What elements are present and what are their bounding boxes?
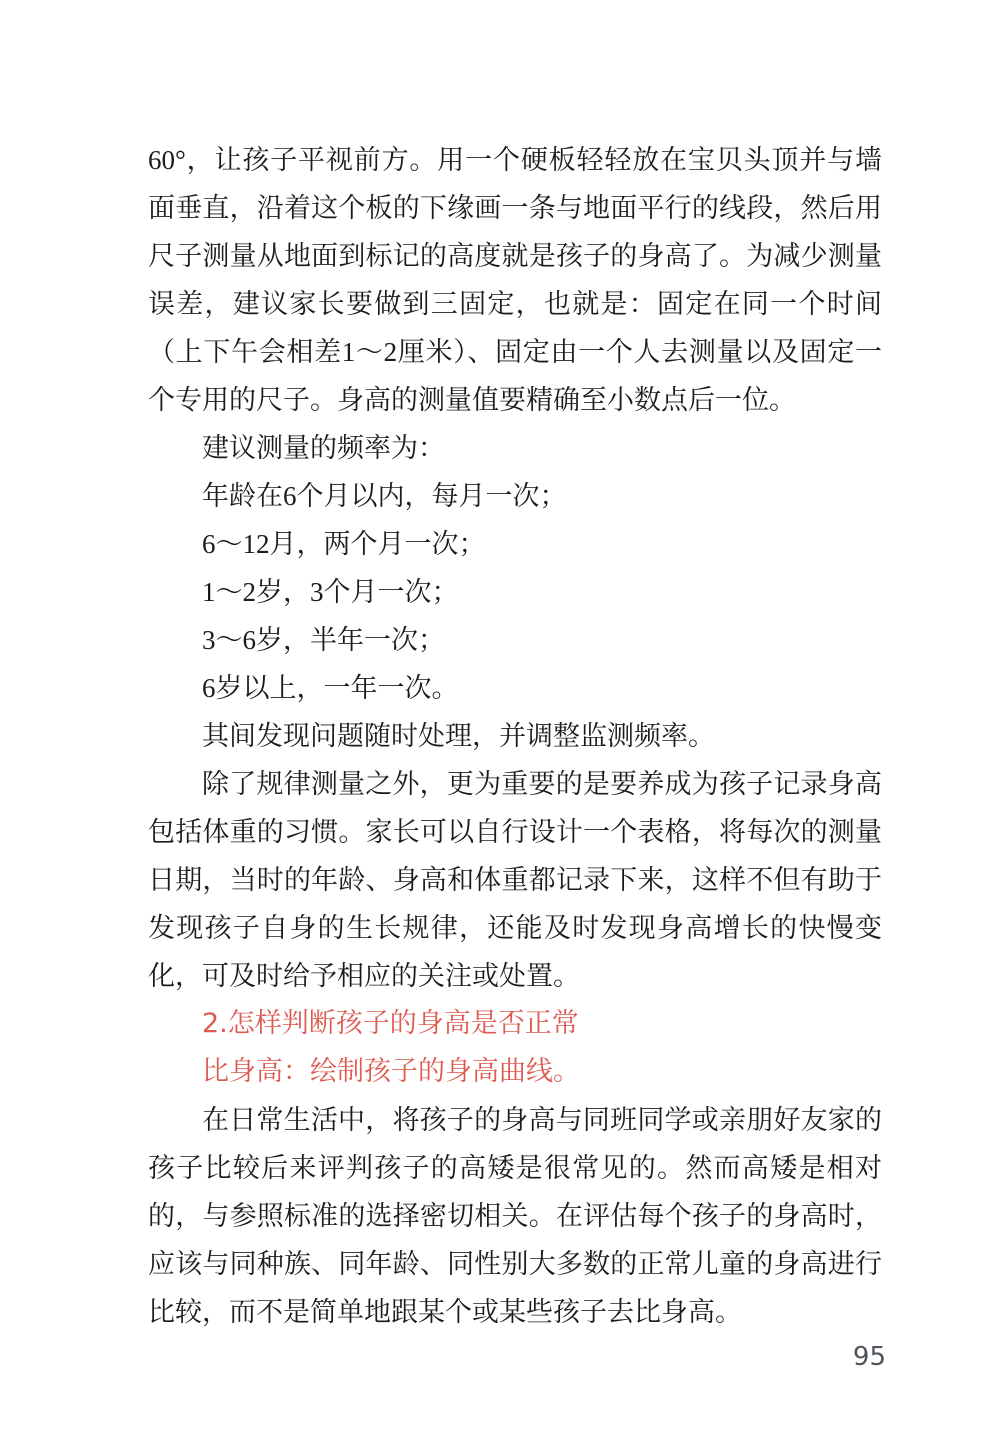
text-column [148,136,882,1336]
list-line-over-6-years: 6岁以上，一年一次。 [202,673,459,703]
paragraph-comparison: 在日常生活中，将孩子的身高与同班同学或亲朋好友家的孩子比较后来评判孩子的高矮是很常见的。然而高矮是相对的，与参照标准的选择密切相关。在评估每个孩子的身高时，应该与同种族、同年龄、同性别大多数的正常儿童的身高进行比较，而不是简单地跟某个或某些孩子去比身高。 [148,1105,882,1327]
page-number: 95 [852,1342,886,1372]
list-line-3-6-years: 3～6岁，半年一次； [202,625,445,655]
paragraph-adjust-frequency: 其间发现问题随时处理，并调整监测频率。 [202,721,715,751]
list-line-under-6-months: 年龄在6个月以内，每月一次； [202,481,567,511]
section-heading-judge-height: 2.怎样判断孩子的身高是否正常 [202,1008,579,1039]
list-line-1-2-years: 1～2岁，3个月一次； [202,577,459,607]
list-line-6-12-months: 6～12月，两个月一次； [202,529,486,559]
paragraph-record-keeping: 除了规律测量之外，更为重要的是要养成为孩子记录身高包括体重的习惯。家长可以自行设计一个表格，将每次的测量日期，当时的年龄、身高和体重都记录下来，这样不但有助于发现孩子自身的生长规律，还能及时发现身高增长的快慢变化，可及时给予相应的关注或处置。 [148,769,882,991]
paragraph-measure-method: 60°，让孩子平视前方。用一个硬板轻轻放在宝贝头顶并与墙面垂直，沿着这个板的下缘画一条与地面平行的线段，然后用尺子测量从地面到标记的高度就是孩子的身高了。为减少测量误差，建议家长要做到三固定，也就是：固定在同一个时间（上下午会相差1～2厘米）、固定由一个人去测量以及固定一个专用的尺子。身高的测量值要精确至小数点后一位。 [148,145,882,415]
paragraph-frequency-intro: 建议测量的频率为： [202,433,445,463]
sub-heading-height-curve: 比身高：绘制孩子的身高曲线。 [202,1056,580,1087]
